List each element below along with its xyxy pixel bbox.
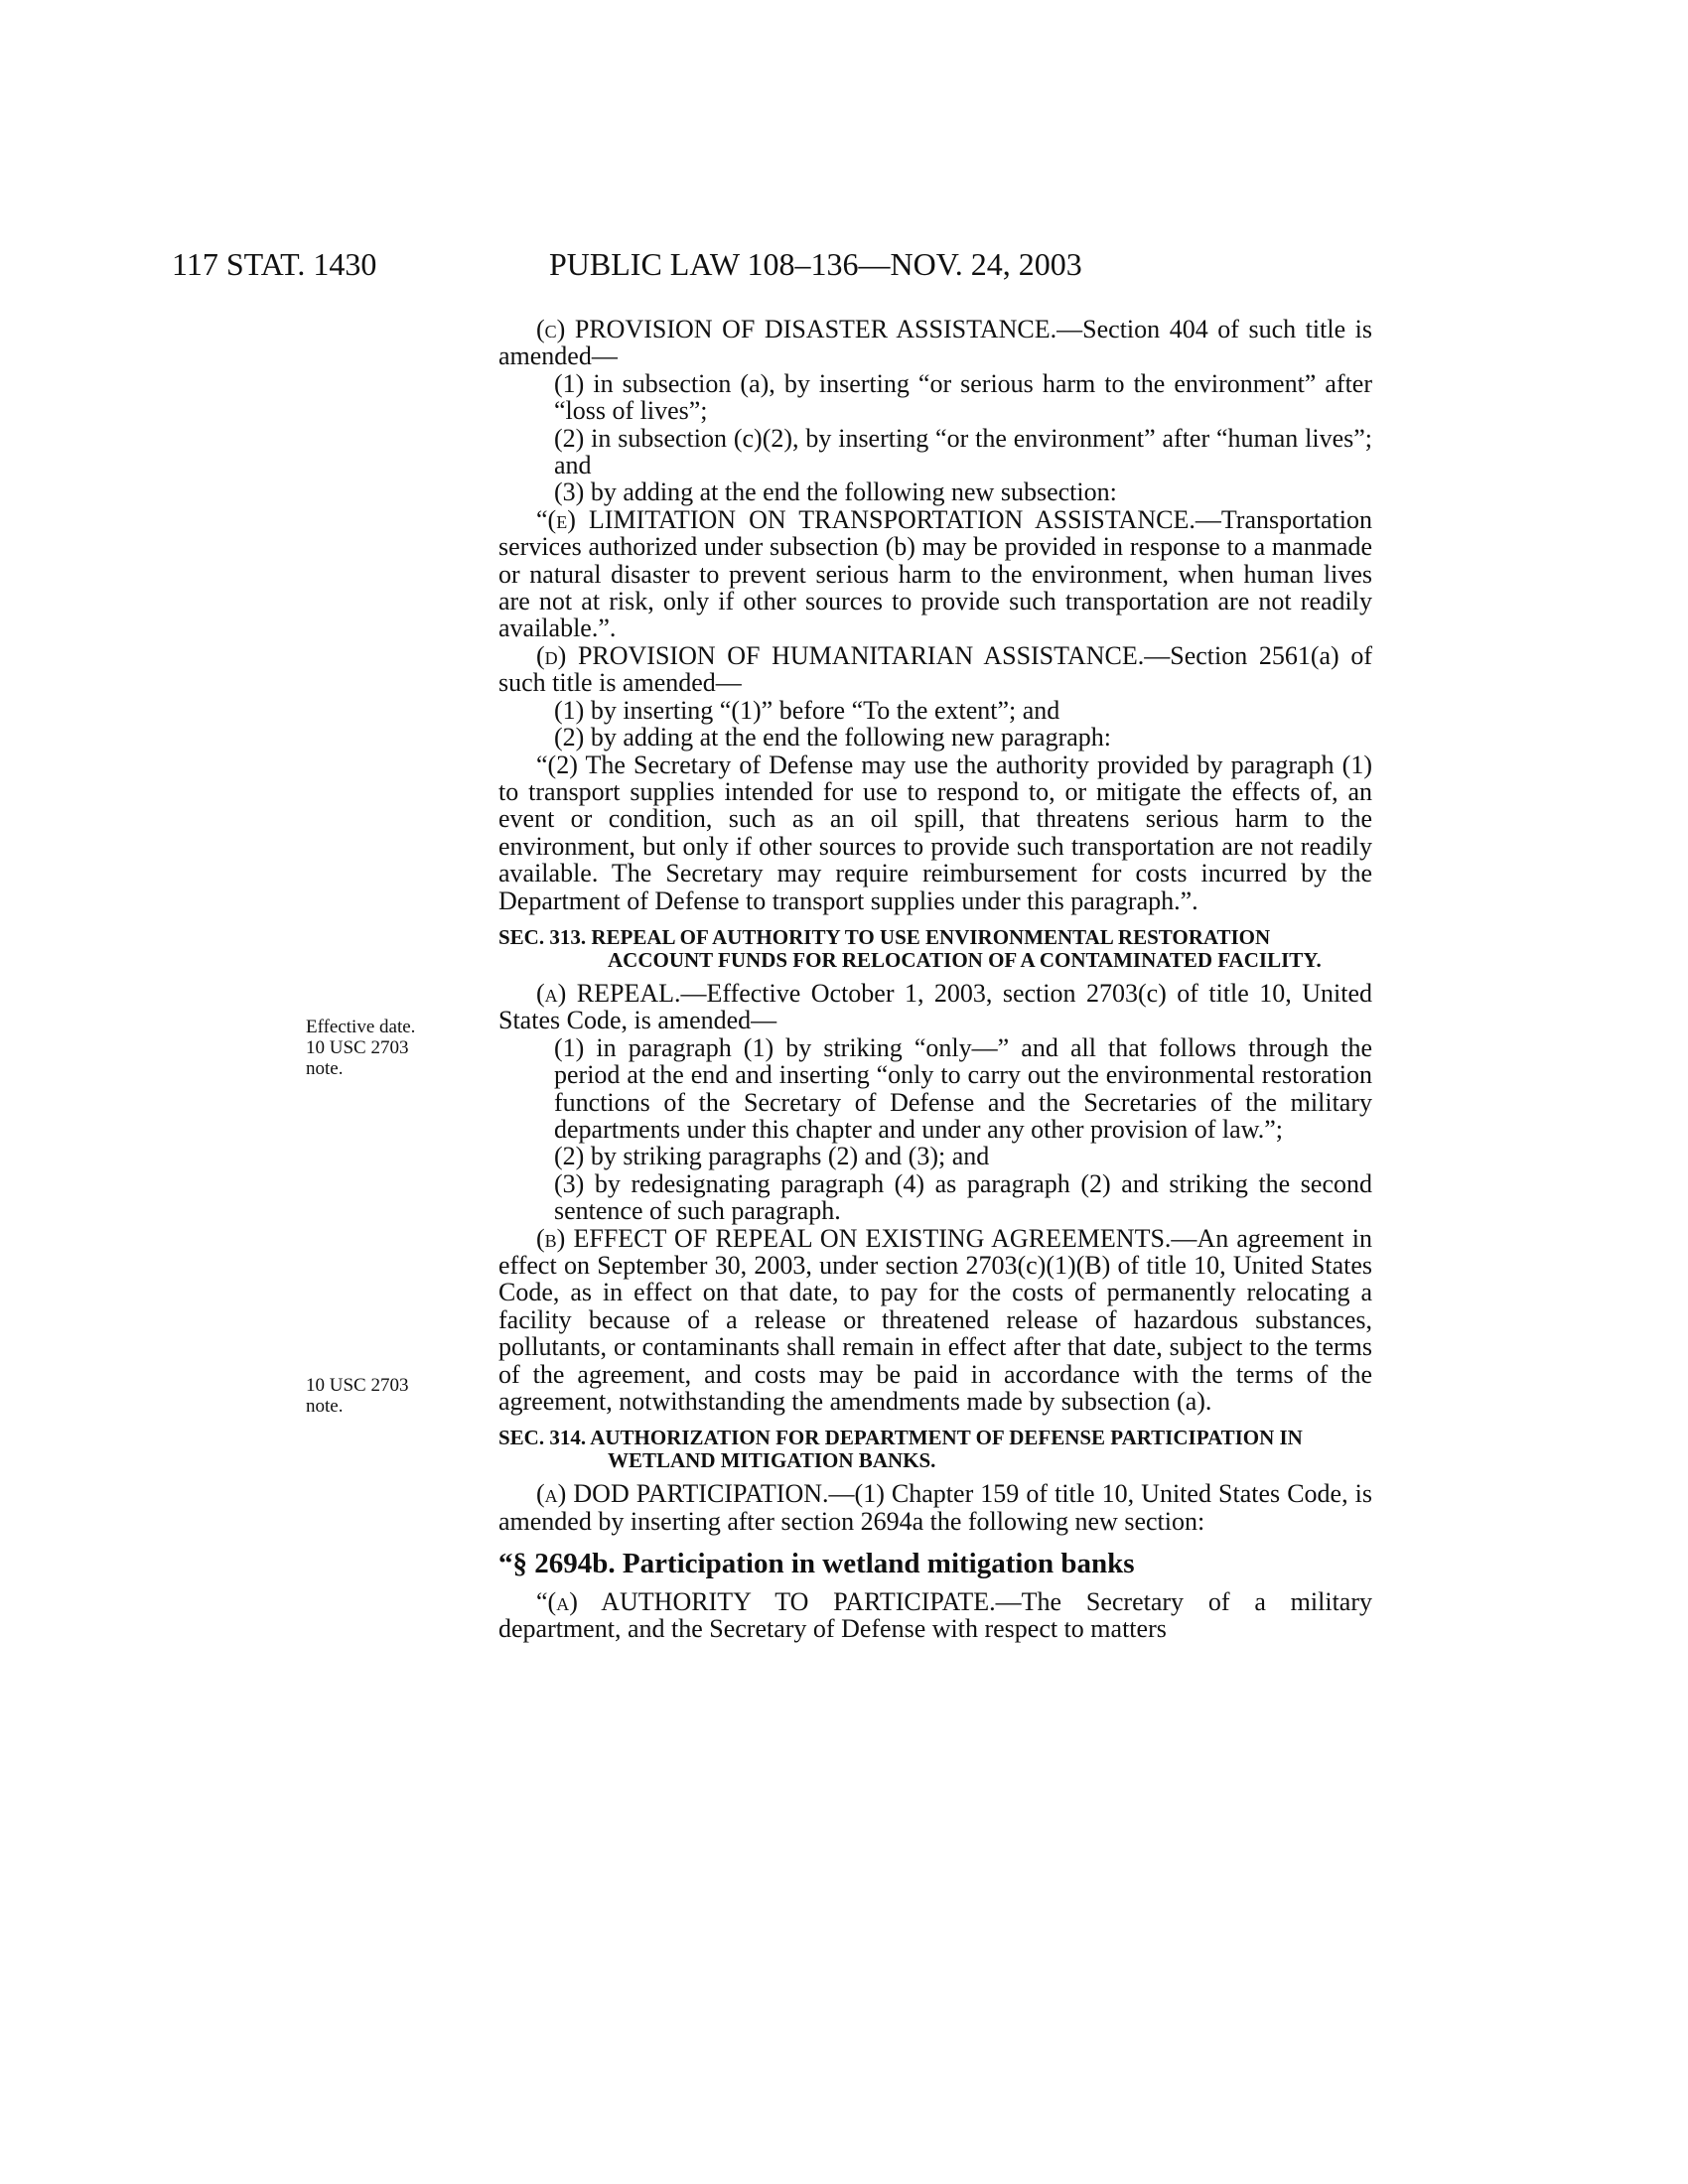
paragraph-dod xyxy=(498,1480,1372,1535)
margin-note-line: note. xyxy=(306,1396,344,1417)
paragraph-d2-quote: “(2) The Secretary of Defense may use the authority provided by paragraph (1) to transport supplies intended for use to respond to, or mitigate the effects of, an event or condition, such as an oil spill, that threatens serious harm to the environment, but only if other sources to provide such transportation are not readily available. The Secretary may require reimbursement for costs incurred by the Department of Defense to transport supplies under this paragraph.”. xyxy=(498,750,1372,915)
paragraph-text: —Section 2561(a) of such title is amended— xyxy=(498,640,1372,698)
paragraph-c2: (2) in subsection (c)(2), by inserting “or the environment” after “human lives”; and xyxy=(554,423,1372,480)
subsection-heading: “(a) AUTHORITY TO PARTICIPATE. xyxy=(536,1586,996,1616)
statute-page-number: 117 STAT. 1430 xyxy=(172,246,377,282)
subsection-heading: (c) PROVISION OF DISASTER ASSISTANCE. xyxy=(536,315,1057,343)
paragraph-c3: (3) by adding at the end the following new subsection: xyxy=(554,478,1117,507)
document-body xyxy=(498,316,1372,1642)
margin-note-usc xyxy=(306,1375,445,1417)
paragraph-text: —Transportation services authorized under subsection (b) may be provided in response to a manmade or natural disaster to prevent serious harm to the environment, when human lives are not at risk, only if other sources to provide such transportation are not readily available.”. xyxy=(498,504,1372,643)
subsection-heading: (d) PROVISION OF HUMANITARIAN ASSISTANCE. xyxy=(536,640,1145,670)
paragraph-text: —Section 404 of such title is amended— xyxy=(498,315,1372,371)
paragraph-a2: (2) by striking paragraphs (2) and (3); and xyxy=(554,1142,990,1171)
public-law-heading: PUBLIC LAW 108–136—NOV. 24, 2003 xyxy=(549,246,1082,282)
paragraph-d2: (2) by adding at the end the following new paragraph: xyxy=(554,723,1111,752)
margin-note-line: 10 USC 2703 xyxy=(306,1037,409,1058)
margin-note-line: 10 USC 2703 xyxy=(306,1375,409,1396)
section-314-heading: SEC. 314. AUTHORIZATION FOR DEPARTMENT OF DEFENSE PARTICIPATION IN WETLAND MITIGATION BANKS. xyxy=(498,1426,1303,1473)
paragraph-text: —(1) Chapter 159 of title 10, United States Code, is amended by inserting after section 2694a the following new section: xyxy=(498,1479,1373,1536)
paragraph-text: —Effective October 1, 2003, section 2703(c) of title 10, United States Code, is amended— xyxy=(498,978,1372,1035)
section-313-heading: SEC. 313. REPEAL OF AUTHORITY TO USE ENVIRONMENTAL RESTORATION ACCOUNT FUNDS FOR RELOCATION OF A CONTAMINATED FACILITY. xyxy=(498,924,1322,972)
paragraph-d xyxy=(498,642,1372,697)
subsection-heading: (a) DOD PARTICIPATION. xyxy=(536,1479,829,1509)
subsection-heading: (b) EFFECT OF REPEAL ON EXISTING AGREEMENTS. xyxy=(536,1223,1172,1253)
paragraph-c3e xyxy=(498,506,1372,642)
paragraph-text: —The Secretary of a military department, and the Secretary of Defense with respect to matters xyxy=(498,1586,1372,1644)
paragraph-c1: (1) in subsection (a), by inserting “or serious harm to the environment” after “loss of lives”; xyxy=(554,368,1372,426)
paragraph-b xyxy=(498,1225,1372,1416)
paragraph-authority xyxy=(498,1588,1372,1643)
paragraph-a3: (3) by redesignating paragraph (4) as paragraph (2) and striking the second sentence of such paragraph. xyxy=(554,1168,1372,1226)
paragraph-d1: (1) by inserting “(1)” before “To the extent”; and xyxy=(554,695,1060,725)
margin-note-effective-date xyxy=(306,1017,445,1079)
section-2694b-title: “§ 2694b. Participation in wetland mitigation banks xyxy=(498,1548,1135,1580)
page-header xyxy=(172,246,1363,286)
paragraph-a xyxy=(498,980,1372,1034)
paragraph-c xyxy=(498,316,1372,370)
subsection-heading: (a) REPEAL. xyxy=(536,978,681,1008)
paragraph-a1: (1) in paragraph (1) by striking “only—” and all that follows through the period at the end and inserting “only to carry out the environmental restoration functions of the Secretary of Defense and the Secretaries of the military departments under this chapter and under any other provision of law.”; xyxy=(554,1032,1372,1144)
paragraph-text: —An agreement in effect on September 30, 2003, under section 2703(c)(1)(B) of title 10, United States Code, as in effect on that date, to pay for the costs of permanently relocating a facility because of a release or threatened release of hazardous substances, pollutants, or contaminants shall remain in effect after that date, subject to the terms of the agreement, and costs may be paid in accordance with the terms of the agreement, notwithstanding the amendments made by subsection (a). xyxy=(498,1223,1372,1417)
subsection-heading: “(e) LIMITATION ON TRANSPORTATION ASSISTANCE. xyxy=(536,504,1196,534)
margin-note-line: note. xyxy=(306,1058,344,1079)
margin-note-line: Effective date. xyxy=(306,1017,416,1037)
